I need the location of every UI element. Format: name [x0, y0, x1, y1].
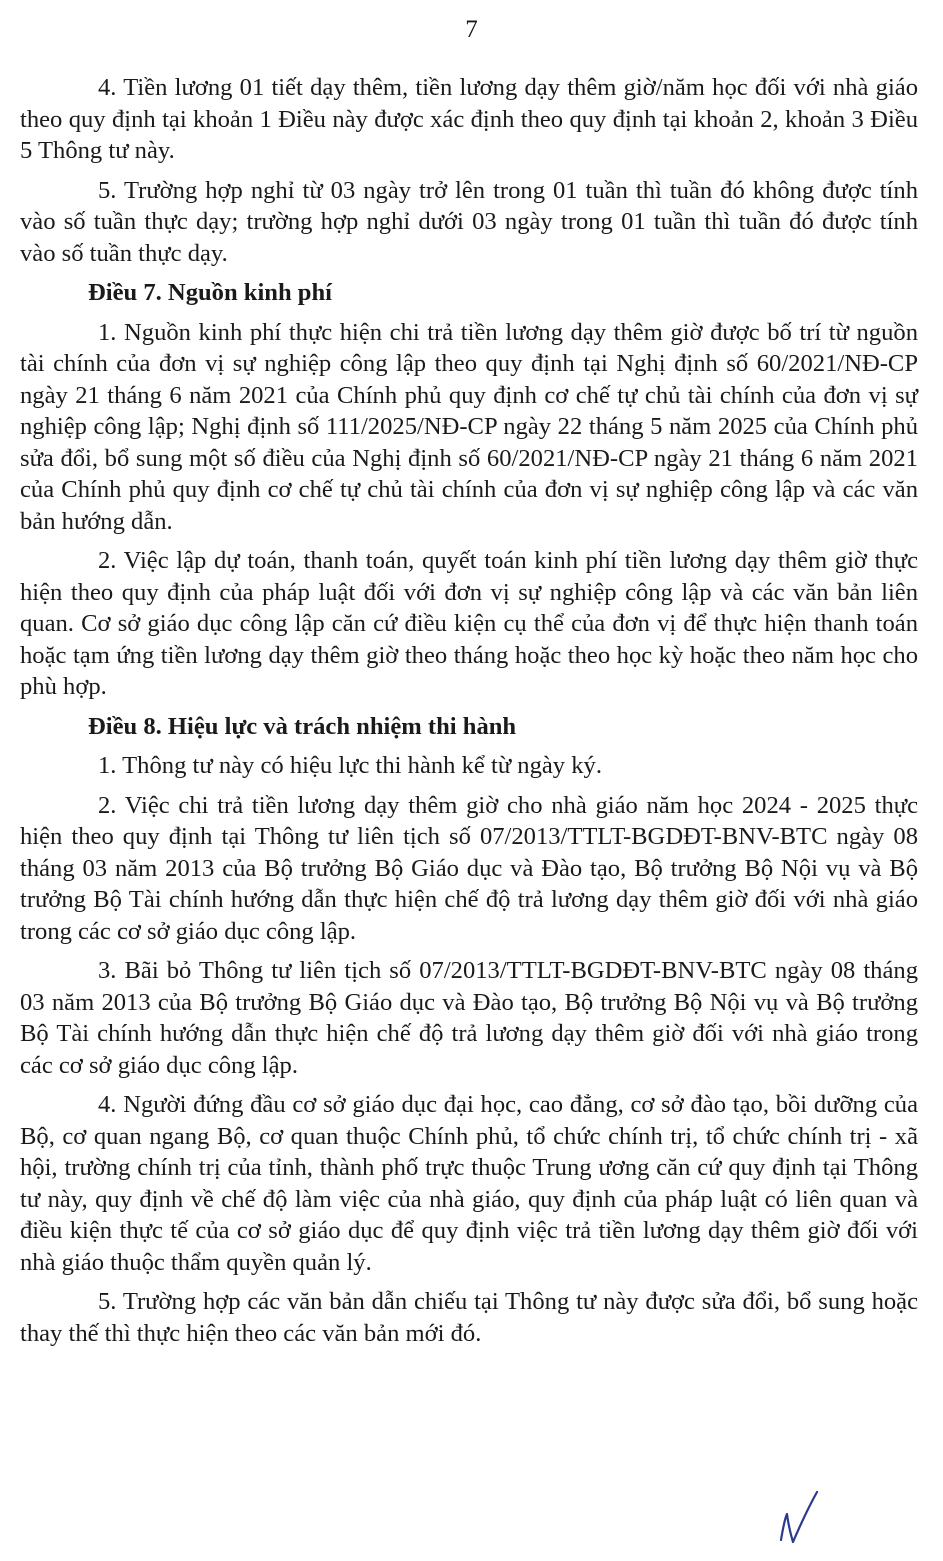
article7-heading: Điều 7. Nguồn kinh phí [88, 279, 332, 306]
article6-clause4: 4. Tiền lương 01 tiết dạy thêm, tiền lương dạy thêm giờ/năm học đối với nhà giáo theo quy định tại khoản 1 Điều này được xác định theo quy định tại khoản 2, khoản 3 Điều 5 Thông tư này. [20, 74, 918, 164]
article8-clause2: 2. Việc chi trả tiền lương dạy thêm giờ cho nhà giáo năm học 2024 - 2025 thực hiện theo quy định tại Thông tư liên tịch số 07/2013/TTLT-BGDĐT-BNV-BTC ngày 08 tháng 03 năm 2013 của Bộ trưởng Bộ Giáo dục và Đào tạo, Bộ trưởng Bộ Nội vụ và Bộ trưởng Bộ Tài chính hướng dẫn thực hiện chế độ trả lương dạy thêm giờ đối với nhà giáo trong các cơ sở giáo dục công lập. [20, 791, 918, 945]
article6-clause5: 5. Trường hợp nghỉ từ 03 ngày trở lên trong 01 tuần thì tuần đó không được tính vào số tuần thực dạy; trường hợp nghỉ dưới 03 ngày trong 01 tuần thì tuần đó được tính vào số tuần thực dạy. [20, 176, 918, 267]
article7-clause1: 1. Nguồn kinh phí thực hiện chi trả tiền lương dạy thêm giờ được bố trí từ nguồn tài chính của đơn vị sự nghiệp công lập theo quy định tại Nghị định số 60/2021/NĐ-CP ngày 21 tháng 6 năm 2021 của Chính phủ quy định cơ chế tự chủ tài chính của đơn vị sự nghiệp công lập; Nghị định số 111/2025/NĐ-CP ngày 22 tháng 5 năm 2025 của Chính phủ sửa đổi, bổ sung một số điều của Nghị định số 60/2021/NĐ-CP ngày 21 tháng 6 năm 2021 của Chính phủ quy định cơ chế tự chủ tài chính của đơn vị sự nghiệp công lập và các văn bản hướng dẫn. [20, 318, 918, 535]
article8-clause5: 5. Trường hợp các văn bản dẫn chiếu tại Thông tư này được sửa đổi, bổ sung hoặc thay thế thì thực hiện theo các văn bản mới đó. [20, 1288, 918, 1347]
article8-clause4: 4. Người đứng đầu cơ sở giáo dục đại học, cao đẳng, cơ sở đào tạo, bồi dưỡng của Bộ, cơ quan ngang Bộ, cơ quan thuộc Chính phủ, tổ chức chính trị, tổ chức chính trị - xã hội, trường chính trị của tỉnh, thành phố trực thuộc Trung ương căn cứ quy định tại Thông tư này, quy định về chế độ làm việc của nhà giáo, quy định của pháp luật có liên quan và điều kiện thực tế của cơ sở giáo dục để quy định việc trả tiền lương dạy thêm giờ đối với nhà giáo thuộc thẩm quyền quản lý. [20, 1091, 918, 1276]
article8-clause1: 1. Thông tư này có hiệu lực thi hành kể từ ngày ký. [98, 752, 602, 779]
initial-signature-mark [775, 1488, 821, 1548]
page-number: 7 [465, 16, 478, 43]
article8-clause3: 3. Bãi bỏ Thông tư liên tịch số 07/2013/TTLT-BGDĐT-BNV-BTC ngày 08 tháng 03 năm 2013 của Bộ trưởng Bộ Giáo dục và Đào tạo, Bộ trưởng Bộ Nội vụ và Bộ trưởng Bộ Tài chính hướng dẫn thực hiện chế độ trả lương dạy thêm giờ đối với nhà giáo trong các cơ sở giáo dục công lập. [20, 957, 918, 1079]
article7-clause2: 2. Việc lập dự toán, thanh toán, quyết toán kinh phí tiền lương dạy thêm giờ thực hiện theo quy định của pháp luật đối với đơn vị sự nghiệp công lập và các văn bản liên quan. Cơ sở giáo dục công lập căn cứ điều kiện cụ thể của đơn vị để thực hiện thanh toán hoặc tạm ứng tiền lương dạy thêm giờ theo tháng hoặc theo học kỳ hoặc theo năm học cho phù hợp. [20, 547, 918, 700]
article8-heading: Điều 8. Hiệu lực và trách nhiệm thi hành [88, 712, 517, 740]
document-body [20, 72, 918, 1357]
